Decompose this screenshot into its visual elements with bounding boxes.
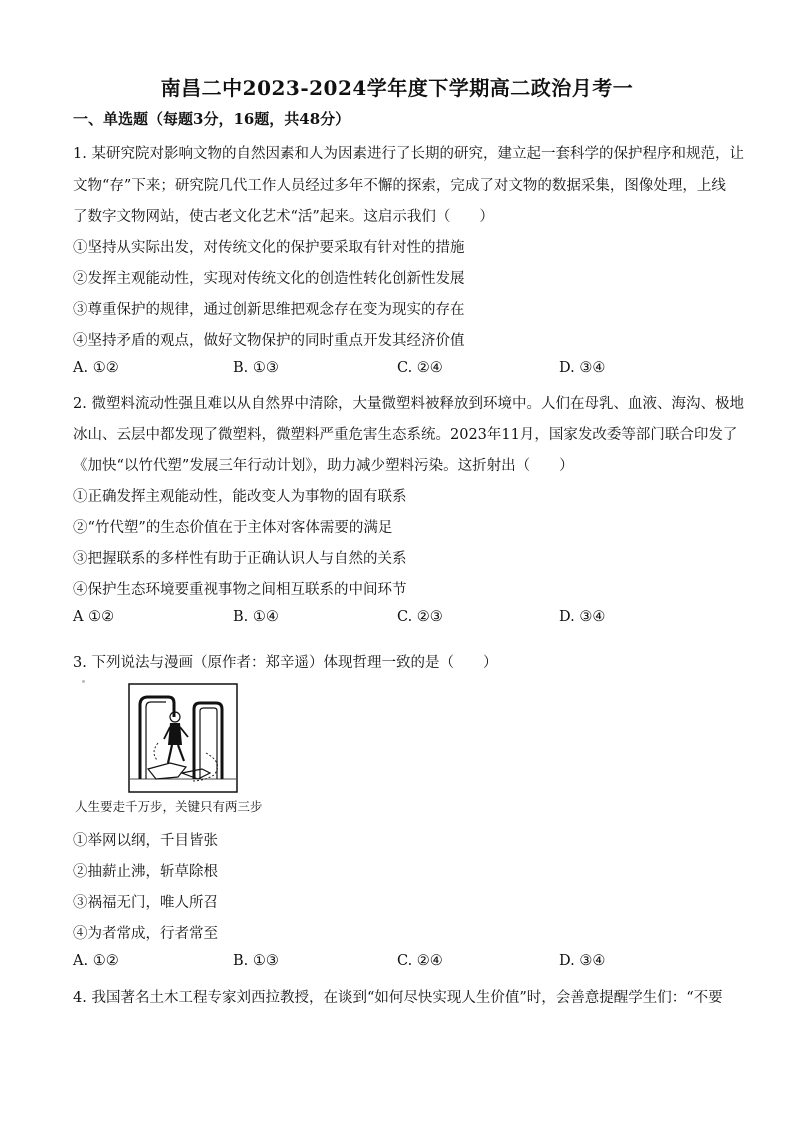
q2-option-a[interactable]: A ①② xyxy=(73,609,115,625)
q2-statement: ④保护生态环境要重视事物之间相互联系的中间环节 xyxy=(73,582,407,598)
q3-statement: ②抽薪止沸，斩草除根 xyxy=(73,864,218,880)
q1-statement: ③尊重保护的规律，通过创新思维把观念存在变为现实的存在 xyxy=(73,302,465,318)
q2-options xyxy=(73,609,733,629)
q2-stem-line: 《加快“以竹代塑”发展三年行动计划》，助力减少塑料污染。这折射出（ ） xyxy=(73,458,574,474)
exam-title: 南昌二中2023-2024学年度下学期高二政治月考一 xyxy=(160,76,634,100)
q1-stem-line: 1. 某研究院对影响文物的自然因素和人为因素进行了长期的研究，建立起一套科学的保护程序和规范，让 xyxy=(73,146,744,162)
q1-option-d[interactable]: D. ③④ xyxy=(559,360,606,376)
q1-statement: ②发挥主观能动性，实现对传统文化的创造性转化创新性发展 xyxy=(73,271,465,287)
q3-options xyxy=(73,953,733,973)
q1-option-c[interactable]: C. ②④ xyxy=(397,360,443,376)
q2-option-d[interactable]: D. ③④ xyxy=(559,609,606,625)
q4-stem-line: 4. 我国著名土木工程专家刘西拉教授，在谈到“如何尽快实现人生价值”时，会善意提醒学生们：“不要 xyxy=(73,990,723,1006)
section-heading: 一、单选题（每题3分，16题，共48分） xyxy=(73,110,351,128)
q3-stem-line: 3. 下列说法与漫画（原作者：郑辛遥）体现哲理一致的是（ ） xyxy=(73,655,498,671)
q1-statement: ④坚持矛盾的观点，做好文物保护的同时重点开发其经济价值 xyxy=(73,333,465,349)
cartoon-caption: 人生要走千万步，关键只有两三步 xyxy=(75,799,263,814)
cartoon-image xyxy=(128,683,238,793)
q1-stem-line: 文物“存”下来；研究院几代工作人员经过多年不懈的探索，完成了对文物的数据采集，图像处理，上线 xyxy=(73,178,726,194)
scan-speck xyxy=(82,680,85,683)
q2-statement: ①正确发挥主观能动性，能改变人为事物的固有联系 xyxy=(73,489,407,505)
q2-stem-line: 冰山、云层中都发现了微塑料，微塑料严重危害生态系统。2023年11月，国家发改委等部门联合印发了 xyxy=(73,427,738,443)
q2-statement: ③把握联系的多样性有助于正确认识人与自然的关系 xyxy=(73,551,407,567)
q3-option-a[interactable]: A. ①② xyxy=(73,953,119,969)
q3-option-c[interactable]: C. ②④ xyxy=(397,953,443,969)
q1-options xyxy=(73,360,733,380)
q2-option-b[interactable]: B. ①④ xyxy=(233,609,279,625)
q3-option-d[interactable]: D. ③④ xyxy=(559,953,606,969)
q1-option-b[interactable]: B. ①③ xyxy=(233,360,279,376)
q1-stem-line: 了数字文物网站，使古老文化艺术“活”起来。这启示我们（ ） xyxy=(73,209,494,225)
q1-statement: ①坚持从实际出发，对传统文化的保护要采取有针对性的措施 xyxy=(73,240,465,256)
q2-statement: ②“竹代塑”的生态价值在于主体对客体需要的满足 xyxy=(73,520,393,536)
q1-option-a[interactable]: A. ①② xyxy=(73,360,119,376)
q2-option-c[interactable]: C. ②③ xyxy=(397,609,443,625)
q3-statement: ③祸福无门，唯人所召 xyxy=(73,895,218,911)
q3-option-b[interactable]: B. ①③ xyxy=(233,953,279,969)
q3-statement: ①举网以纲，千目皆张 xyxy=(73,833,218,849)
q2-stem-line: 2. 微塑料流动性强且难以从自然界中清除，大量微塑料被释放到环境中。人们在母乳、血液、海沟、极地 xyxy=(73,396,744,412)
q3-statement: ④为者常成，行者常至 xyxy=(73,926,218,942)
